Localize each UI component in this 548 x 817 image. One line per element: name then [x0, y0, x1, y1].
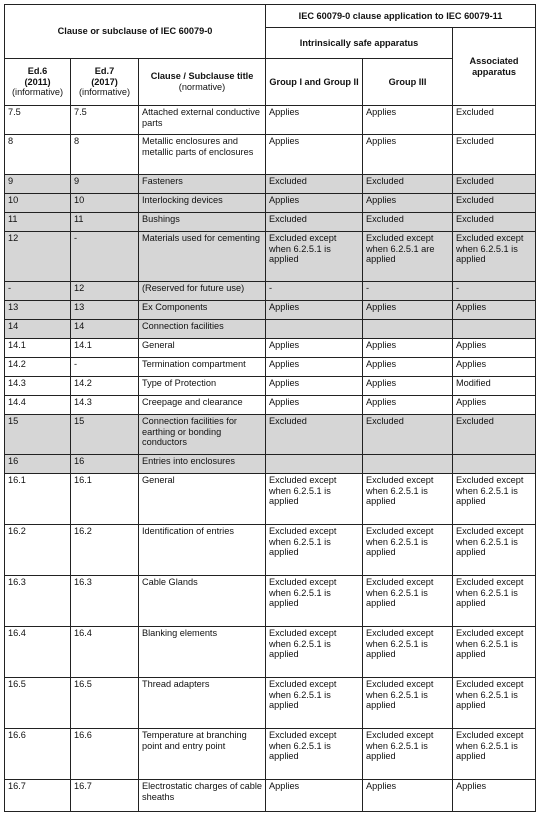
clause-application-table — [4, 4, 536, 812]
clause-group-header: Clause or subclause of IEC 60079-0 — [5, 5, 266, 59]
table-row — [5, 780, 536, 812]
cell-group3: Applies — [363, 301, 453, 320]
cell-associated: Applies — [453, 780, 536, 812]
cell-associated: Applies — [453, 339, 536, 358]
cell-group3: Applies — [363, 377, 453, 396]
cell-associated: Excluded — [453, 213, 536, 232]
table-row — [5, 339, 536, 358]
cell-associated: Excluded except when 6.2.5.1 is applied — [453, 729, 536, 780]
cell-ed7: 7.5 — [71, 106, 139, 135]
cell-group12: Excluded — [266, 213, 363, 232]
clause-title-label: Clause / Subclause title — [150, 71, 254, 82]
cell-title: Creepage and clearance — [139, 396, 266, 415]
cell-associated: - — [453, 282, 536, 301]
ed6-year: (2011) — [24, 76, 51, 87]
cell-ed6: 14.4 — [5, 396, 71, 415]
cell-associated: Excluded — [453, 415, 536, 455]
cell-ed6: 16.6 — [5, 729, 71, 780]
application-group-header: IEC 60079-0 clause application to IEC 60079-11 — [266, 5, 536, 28]
cell-associated: Excluded except when 6.2.5.1 is applied — [453, 627, 536, 678]
cell-ed7: 10 — [71, 194, 139, 213]
cell-group3: Applies — [363, 358, 453, 377]
cell-ed7: 16.4 — [71, 627, 139, 678]
is-apparatus-header: Intrinsically safe apparatus — [266, 28, 453, 59]
cell-title: General — [139, 474, 266, 525]
cell-group3: Excluded except when 6.2.5.1 are applied — [363, 232, 453, 282]
table-row — [5, 213, 536, 232]
cell-ed7: 16 — [71, 455, 139, 474]
cell-ed6: 16.2 — [5, 525, 71, 576]
cell-title: Blanking elements — [139, 627, 266, 678]
cell-ed6: 14.3 — [5, 377, 71, 396]
cell-associated: Excluded except when 6.2.5.1 is applied — [453, 678, 536, 729]
table-row — [5, 301, 536, 320]
table-row — [5, 729, 536, 780]
cell-ed6: 16.5 — [5, 678, 71, 729]
cell-ed7: 11 — [71, 213, 139, 232]
cell-group12 — [266, 455, 363, 474]
cell-group12: Excluded except when 6.2.5.1 is applied — [266, 525, 363, 576]
cell-group12: Excluded except when 6.2.5.1 is applied — [266, 474, 363, 525]
cell-group12: Excluded — [266, 175, 363, 194]
cell-ed7: 14.3 — [71, 396, 139, 415]
cell-ed7: 15 — [71, 415, 139, 455]
cell-ed6: 13 — [5, 301, 71, 320]
table-row — [5, 232, 536, 282]
cell-title: Connection facilities for earthing or bonding conductors — [139, 415, 266, 455]
cell-group12: Applies — [266, 780, 363, 812]
cell-associated: Applies — [453, 301, 536, 320]
cell-title: Entries into enclosures — [139, 455, 266, 474]
associated-apparatus-header: Associated apparatus — [453, 28, 536, 106]
cell-ed7: 12 — [71, 282, 139, 301]
cell-group3 — [363, 455, 453, 474]
group12-header: Group I and Group II — [266, 59, 363, 106]
cell-ed6: 16.7 — [5, 780, 71, 812]
cell-ed7: 16.1 — [71, 474, 139, 525]
cell-ed6: 14 — [5, 320, 71, 339]
cell-group3: Excluded except when 6.2.5.1 is applied — [363, 678, 453, 729]
cell-group12: Applies — [266, 135, 363, 175]
cell-group3: - — [363, 282, 453, 301]
cell-group12: Applies — [266, 301, 363, 320]
cell-ed6: 16 — [5, 455, 71, 474]
cell-ed7: - — [71, 232, 139, 282]
table-header — [5, 5, 536, 106]
clause-title-note: (normative) — [178, 82, 226, 92]
cell-group3: Applies — [363, 194, 453, 213]
cell-group3: Excluded — [363, 213, 453, 232]
cell-title: (Reserved for future use) — [139, 282, 266, 301]
cell-group12: Applies — [266, 358, 363, 377]
ed7-title: Ed.7 — [94, 66, 115, 77]
cell-ed6: 16.3 — [5, 576, 71, 627]
cell-associated — [453, 320, 536, 339]
cell-group12: Excluded except when 6.2.5.1 is applied — [266, 576, 363, 627]
cell-ed7: - — [71, 358, 139, 377]
group3-header: Group III — [363, 59, 453, 106]
cell-group12: Excluded except when 6.2.5.1 is applied — [266, 627, 363, 678]
table-row — [5, 678, 536, 729]
cell-ed6: 14.1 — [5, 339, 71, 358]
cell-ed7: 16.2 — [71, 525, 139, 576]
cell-associated: Excluded except when 6.2.5.1 is applied — [453, 474, 536, 525]
cell-associated: Excluded — [453, 194, 536, 213]
cell-title: General — [139, 339, 266, 358]
cell-group3: Excluded — [363, 175, 453, 194]
ed6-header — [5, 59, 71, 106]
cell-group3: Excluded except when 6.2.5.1 is applied — [363, 525, 453, 576]
cell-ed7: 16.6 — [71, 729, 139, 780]
cell-title: Fasteners — [139, 175, 266, 194]
table-row — [5, 106, 536, 135]
table-row — [5, 358, 536, 377]
cell-title: Attached external conductive parts — [139, 106, 266, 135]
cell-ed7: 16.5 — [71, 678, 139, 729]
cell-associated: Excluded — [453, 135, 536, 175]
cell-ed6: 10 — [5, 194, 71, 213]
cell-group3 — [363, 320, 453, 339]
cell-group3: Applies — [363, 135, 453, 175]
cell-group12 — [266, 320, 363, 339]
cell-group3: Applies — [363, 106, 453, 135]
cell-ed6: - — [5, 282, 71, 301]
cell-ed6: 9 — [5, 175, 71, 194]
table-row — [5, 194, 536, 213]
cell-ed6: 8 — [5, 135, 71, 175]
cell-group12: Applies — [266, 396, 363, 415]
cell-associated: Excluded except when 6.2.5.1 is applied — [453, 576, 536, 627]
cell-ed7: 16.7 — [71, 780, 139, 812]
cell-group3: Applies — [363, 339, 453, 358]
cell-ed6: 16.4 — [5, 627, 71, 678]
cell-associated: Excluded — [453, 106, 536, 135]
cell-ed7: 16.3 — [71, 576, 139, 627]
cell-associated: Excluded except when 6.2.5.1 is applied — [453, 525, 536, 576]
cell-ed6: 14.2 — [5, 358, 71, 377]
cell-ed7: 13 — [71, 301, 139, 320]
cell-group3: Excluded except when 6.2.5.1 is applied — [363, 576, 453, 627]
cell-group3: Applies — [363, 780, 453, 812]
cell-ed6: 11 — [5, 213, 71, 232]
cell-title: Electrostatic charges of cable sheaths — [139, 780, 266, 812]
table-row — [5, 377, 536, 396]
cell-group3: Excluded except when 6.2.5.1 is applied — [363, 474, 453, 525]
ed6-title: Ed.6 — [27, 66, 48, 77]
cell-group12: Excluded — [266, 415, 363, 455]
cell-title: Materials used for cementing — [139, 232, 266, 282]
table-body — [5, 106, 536, 812]
cell-group12: Applies — [266, 339, 363, 358]
cell-associated: Excluded except when 6.2.5.1 is applied — [453, 232, 536, 282]
cell-associated: Excluded — [453, 175, 536, 194]
cell-group3: Excluded — [363, 415, 453, 455]
cell-title: Bushings — [139, 213, 266, 232]
cell-title: Cable Glands — [139, 576, 266, 627]
table-row — [5, 175, 536, 194]
table-row — [5, 455, 536, 474]
cell-group12: Excluded except when 6.2.5.1 is applied — [266, 729, 363, 780]
cell-associated: Applies — [453, 396, 536, 415]
cell-title: Ex Components — [139, 301, 266, 320]
cell-ed7: 14.1 — [71, 339, 139, 358]
cell-title: Metallic enclosures and metallic parts of enclosures — [139, 135, 266, 175]
table-row — [5, 320, 536, 339]
cell-ed6: 7.5 — [5, 106, 71, 135]
table-row — [5, 576, 536, 627]
cell-title: Identification of entries — [139, 525, 266, 576]
cell-group3: Excluded except when 6.2.5.1 is applied — [363, 627, 453, 678]
cell-ed6: 12 — [5, 232, 71, 282]
cell-title: Termination compartment — [139, 358, 266, 377]
cell-ed7: 14.2 — [71, 377, 139, 396]
clause-application-sheet — [4, 4, 535, 812]
cell-title: Temperature at branching point and entry point — [139, 729, 266, 780]
cell-ed6: 15 — [5, 415, 71, 455]
cell-title: Connection facilities — [139, 320, 266, 339]
table-row — [5, 282, 536, 301]
cell-associated: Applies — [453, 358, 536, 377]
ed7-header — [71, 59, 139, 106]
table-row — [5, 474, 536, 525]
cell-group12: Applies — [266, 106, 363, 135]
cell-ed6: 16.1 — [5, 474, 71, 525]
cell-title: Thread adapters — [139, 678, 266, 729]
cell-group12: Excluded except when 6.2.5.1 is applied — [266, 232, 363, 282]
ed6-note: (informative) — [11, 87, 64, 98]
cell-group12: Excluded except when 6.2.5.1 is applied — [266, 678, 363, 729]
table-row — [5, 627, 536, 678]
clause-title-header — [139, 59, 266, 106]
table-row — [5, 415, 536, 455]
cell-group12: Applies — [266, 194, 363, 213]
cell-title: Type of Protection — [139, 377, 266, 396]
cell-associated — [453, 455, 536, 474]
cell-ed7: 9 — [71, 175, 139, 194]
table-row — [5, 135, 536, 175]
cell-group12: Applies — [266, 377, 363, 396]
table-row — [5, 525, 536, 576]
cell-group3: Applies — [363, 396, 453, 415]
cell-ed7: 14 — [71, 320, 139, 339]
cell-group12: - — [266, 282, 363, 301]
ed7-note: (informative) — [78, 87, 131, 98]
table-row — [5, 396, 536, 415]
cell-ed7: 8 — [71, 135, 139, 175]
cell-associated: Modified — [453, 377, 536, 396]
cell-group3: Excluded except when 6.2.5.1 is applied — [363, 729, 453, 780]
cell-title: Interlocking devices — [139, 194, 266, 213]
ed7-year: (2017) — [91, 76, 118, 87]
